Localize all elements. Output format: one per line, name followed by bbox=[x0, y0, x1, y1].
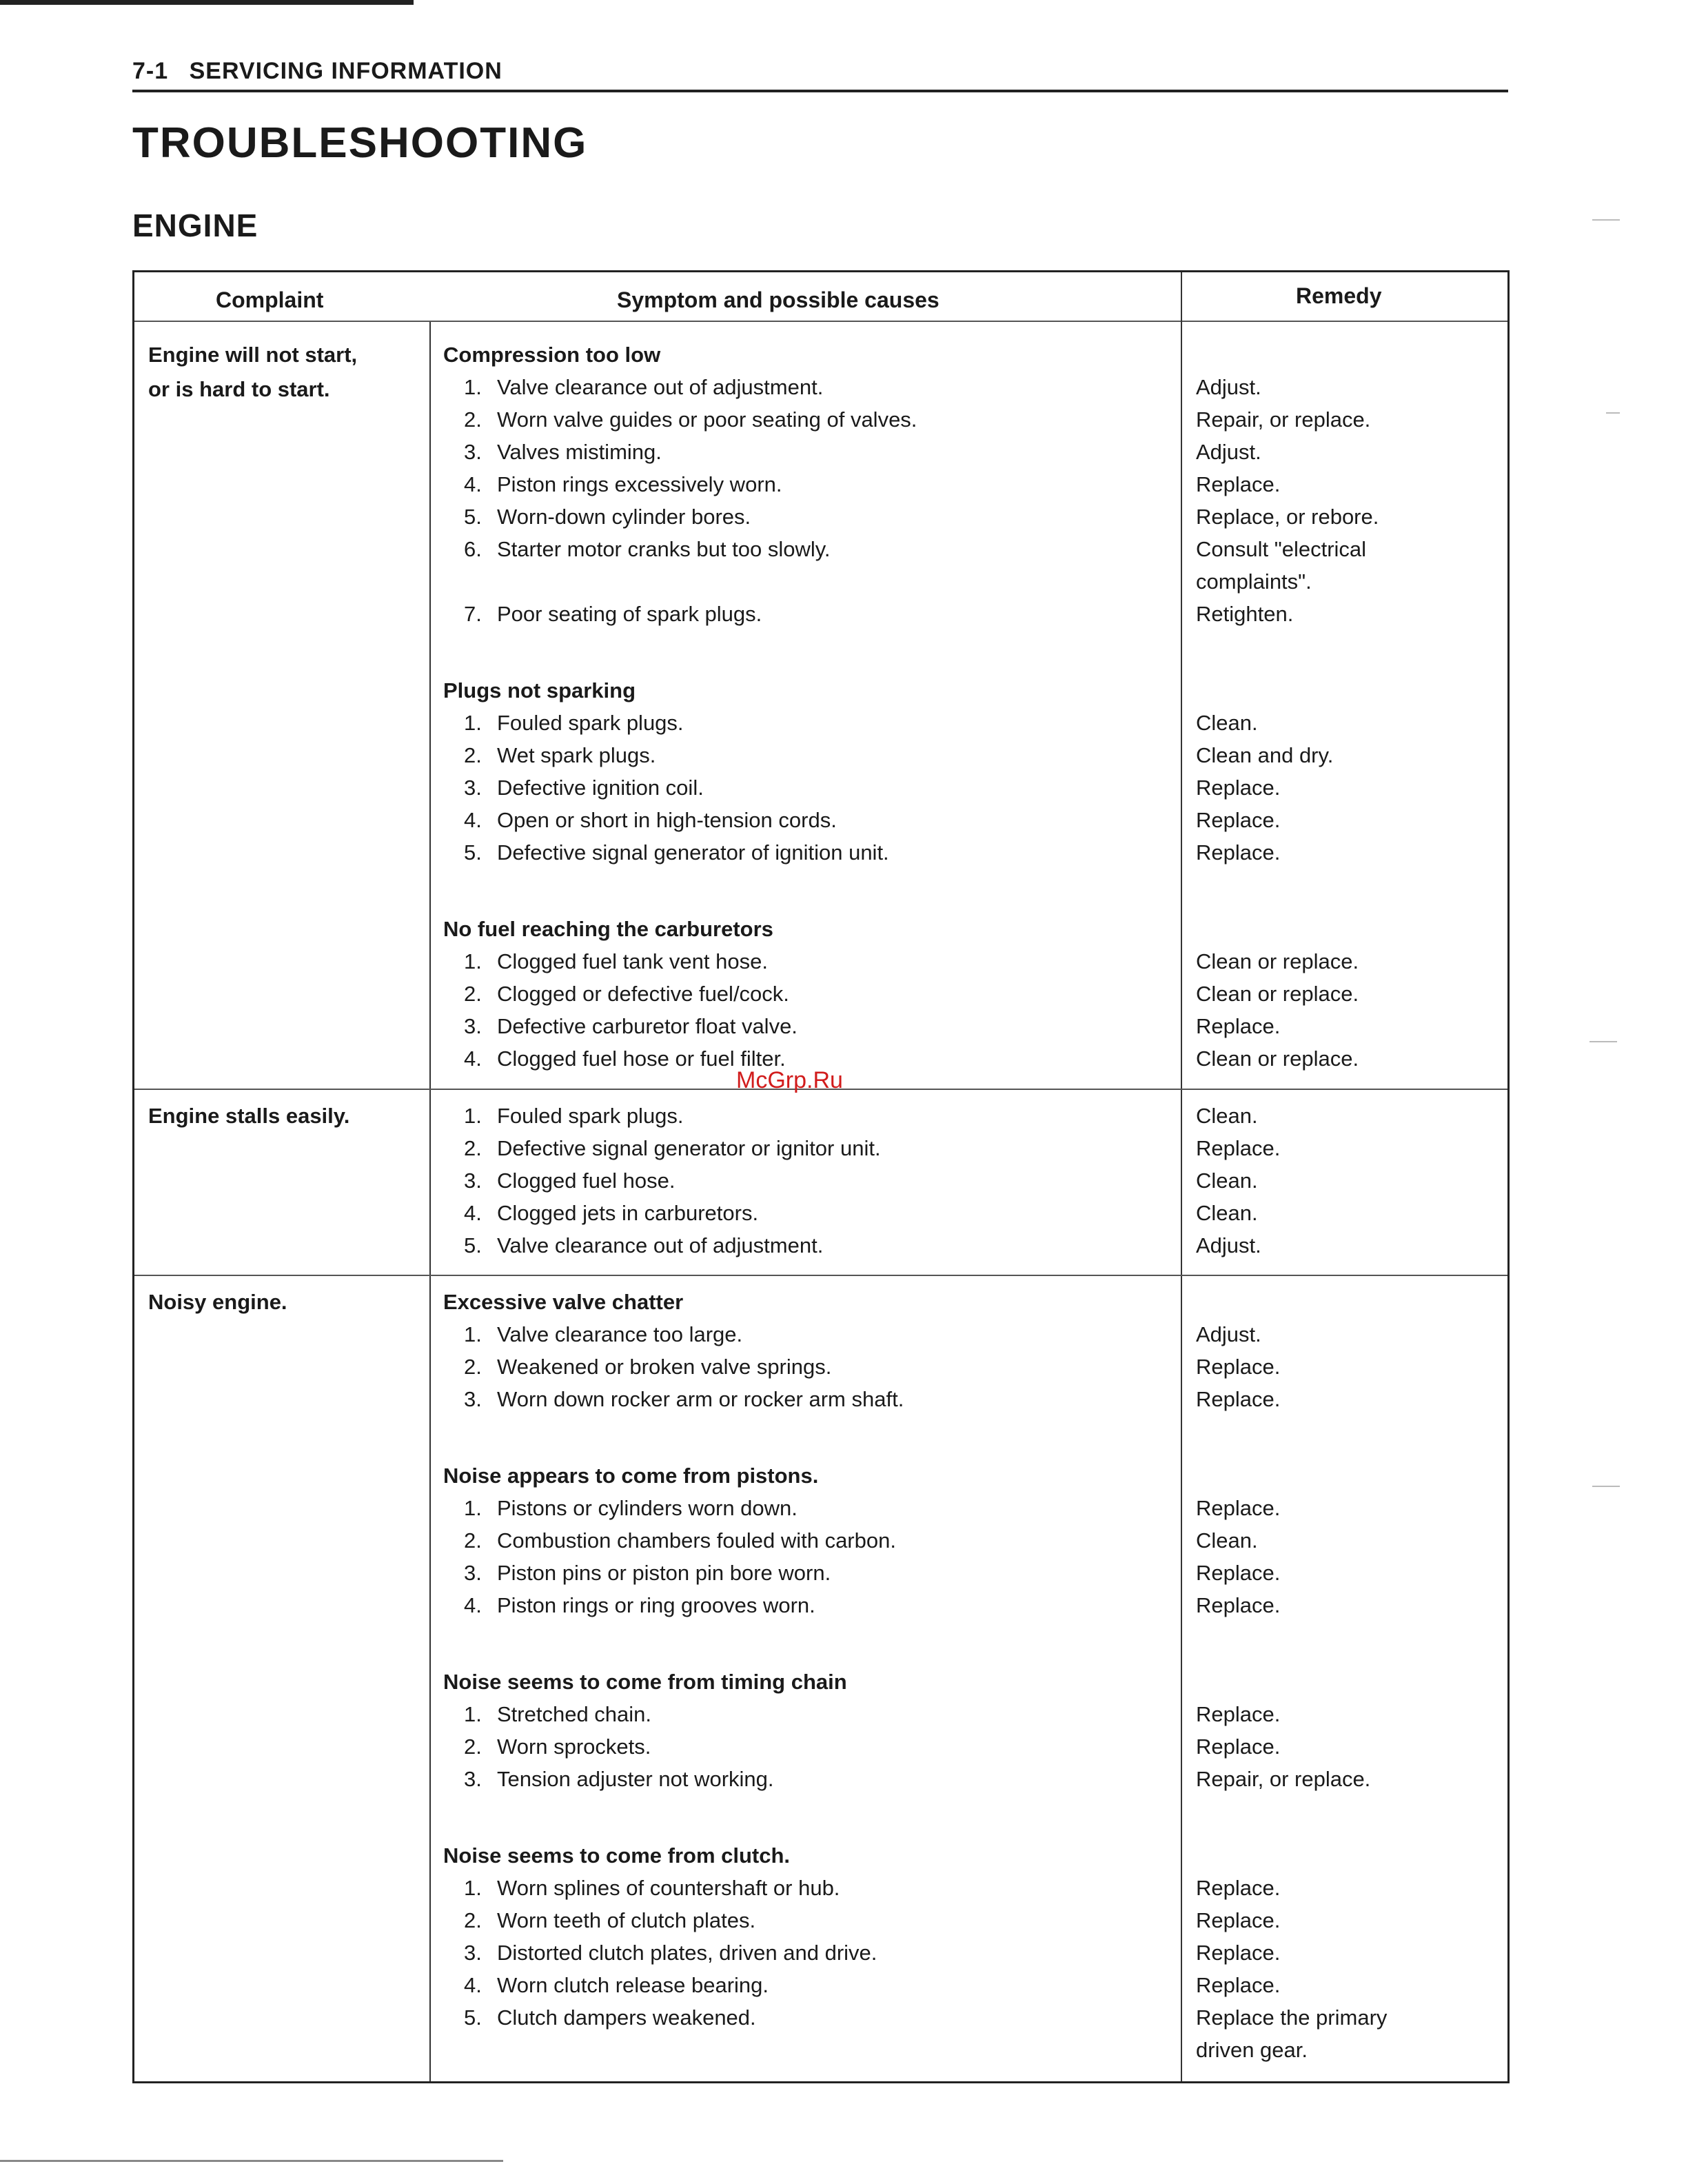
cause-number: 4. bbox=[464, 808, 482, 832]
cause-number: 1. bbox=[464, 1104, 482, 1128]
remedy-text: Replace. bbox=[1196, 1941, 1281, 1965]
cause-text: Worn teeth of clutch plates. bbox=[497, 1908, 756, 1932]
cause-number: 3. bbox=[464, 440, 482, 464]
cause-text: Valves mistiming. bbox=[497, 440, 662, 464]
cause-group-title: Noise seems to come from clutch. bbox=[443, 1843, 791, 1868]
remedy-text: Replace, or rebore. bbox=[1196, 505, 1379, 529]
complaint-text: Engine stalls easily. bbox=[148, 1104, 350, 1128]
complaint-column-divider bbox=[429, 1089, 431, 1275]
cause-item bbox=[464, 951, 768, 972]
remedy-text: Clean or replace. bbox=[1196, 949, 1359, 973]
cause-number: 3. bbox=[464, 1561, 482, 1585]
section-name: SERVICING INFORMATION bbox=[189, 58, 502, 84]
cause-text: Fouled spark plugs. bbox=[497, 711, 684, 735]
cause-text: Clogged jets in carburetors. bbox=[497, 1201, 759, 1225]
bottom-rule bbox=[0, 2160, 503, 2162]
cause-item bbox=[464, 506, 751, 527]
cause-number: 1. bbox=[464, 1496, 482, 1520]
cause-number: 4. bbox=[464, 1973, 482, 1997]
column-header-symptom: Symptom and possible causes bbox=[617, 287, 940, 312]
cause-number: 3. bbox=[464, 1767, 482, 1791]
cause-item bbox=[464, 1497, 798, 1519]
cause-item bbox=[464, 1105, 684, 1126]
cause-text: Fouled spark plugs. bbox=[497, 1104, 684, 1128]
page-number: 7-1 bbox=[132, 58, 169, 84]
remedy-text: driven gear. bbox=[1196, 2038, 1308, 2062]
remedy-text: Repair, or replace. bbox=[1196, 407, 1371, 432]
cause-text: Defective carburetor float valve. bbox=[497, 1014, 798, 1038]
cause-number: 5. bbox=[464, 2005, 482, 2030]
cause-text: Pistons or cylinders worn down. bbox=[497, 1496, 798, 1520]
cause-group-title: Excessive valve chatter bbox=[443, 1290, 684, 1314]
cause-item bbox=[464, 745, 656, 766]
cause-number: 3. bbox=[464, 1387, 482, 1411]
margin-mark bbox=[1592, 219, 1620, 221]
cause-item bbox=[464, 1138, 881, 1159]
cause-number: 4. bbox=[464, 472, 482, 496]
remedy-text: Replace. bbox=[1196, 1876, 1281, 1900]
troubleshooting-table bbox=[132, 270, 1510, 2083]
cause-item bbox=[464, 1048, 786, 1069]
cause-item bbox=[464, 842, 889, 863]
cause-text: Clogged fuel tank vent hose. bbox=[497, 949, 768, 973]
cause-text: Tension adjuster not working. bbox=[497, 1767, 774, 1791]
remedy-text: Clean. bbox=[1196, 1201, 1258, 1225]
cause-number: 2. bbox=[464, 1136, 482, 1160]
remedy-text: Adjust. bbox=[1196, 1322, 1261, 1346]
cause-text: Defective signal generator of ignition unit. bbox=[497, 840, 889, 865]
cause-text: Worn sprockets. bbox=[497, 1735, 651, 1759]
cause-number: 4. bbox=[464, 1593, 482, 1617]
cause-text: Piston pins or piston pin bore worn. bbox=[497, 1561, 831, 1585]
complaint-text: or is hard to start. bbox=[148, 377, 330, 401]
cause-text: Defective ignition coil. bbox=[497, 776, 704, 800]
remedy-text: Clean. bbox=[1196, 1104, 1258, 1128]
remedy-text: Replace. bbox=[1196, 840, 1281, 865]
column-header-complaint: Complaint bbox=[216, 287, 324, 312]
complaint-column-divider bbox=[429, 1275, 431, 2081]
cause-item bbox=[464, 538, 831, 560]
corner-rule bbox=[0, 0, 414, 5]
cause-number: 5. bbox=[464, 1233, 482, 1257]
cause-item bbox=[464, 777, 704, 798]
cause-number: 1. bbox=[464, 711, 482, 735]
cause-item bbox=[464, 2007, 756, 2028]
cause-text: Valve clearance too large. bbox=[497, 1322, 743, 1346]
remedy-text: Replace. bbox=[1196, 1702, 1281, 1726]
header-row-divider bbox=[134, 321, 1507, 322]
remedy-text: Repair, or replace. bbox=[1196, 1767, 1371, 1791]
cause-text: Piston rings or ring grooves worn. bbox=[497, 1593, 815, 1617]
cause-item bbox=[464, 1235, 823, 1256]
cause-item bbox=[464, 1877, 840, 1899]
remedy-text: Retighten. bbox=[1196, 602, 1294, 626]
cause-number: 2. bbox=[464, 1355, 482, 1379]
watermark: McGrp.Ru bbox=[736, 1067, 843, 1093]
remedy-text: Clean. bbox=[1196, 1528, 1258, 1553]
cause-number: 7. bbox=[464, 602, 482, 626]
cause-item bbox=[464, 1562, 831, 1584]
cause-text: Starter motor cranks but too slowly. bbox=[497, 537, 831, 561]
remedy-text: Replace. bbox=[1196, 1387, 1281, 1411]
remedy-text: Replace. bbox=[1196, 808, 1281, 832]
remedy-text: Clean and dry. bbox=[1196, 743, 1334, 767]
cause-number: 5. bbox=[464, 505, 482, 529]
cause-item bbox=[464, 1703, 651, 1725]
remedy-text: Clean. bbox=[1196, 1169, 1258, 1193]
remedy-text: Replace. bbox=[1196, 1735, 1281, 1759]
cause-item bbox=[464, 1595, 815, 1616]
remedy-text: Replace. bbox=[1196, 1014, 1281, 1038]
complaint-column-divider bbox=[429, 322, 431, 1089]
remedy-text: Adjust. bbox=[1196, 440, 1261, 464]
cause-item bbox=[464, 409, 917, 430]
cause-item bbox=[464, 603, 762, 625]
cause-group-title: Noise appears to come from pistons. bbox=[443, 1464, 819, 1488]
cause-group-title: Plugs not sparking bbox=[443, 678, 636, 702]
remedy-text: Replace. bbox=[1196, 1593, 1281, 1617]
remedy-text: Replace. bbox=[1196, 1973, 1281, 1997]
cause-number: 1. bbox=[464, 1876, 482, 1900]
cause-number: 1. bbox=[464, 375, 482, 399]
cause-text: Stretched chain. bbox=[497, 1702, 652, 1726]
cause-text: Valve clearance out of adjustment. bbox=[497, 1233, 824, 1257]
remedy-text: Replace the primary bbox=[1196, 2005, 1388, 2030]
complaint-text: Noisy engine. bbox=[148, 1290, 287, 1314]
cause-text: Distorted clutch plates, driven and drive. bbox=[497, 1941, 877, 1965]
remedy-text: Consult "electrical bbox=[1196, 537, 1367, 561]
remedy-text: Clean or replace. bbox=[1196, 1046, 1359, 1071]
remedy-text: Replace. bbox=[1196, 1496, 1281, 1520]
remedy-text: complaints". bbox=[1196, 569, 1312, 594]
cause-text: Clogged fuel hose or fuel filter. bbox=[497, 1046, 786, 1071]
cause-item bbox=[464, 1974, 769, 1996]
cause-text: Combustion chambers fouled with carbon. bbox=[497, 1528, 896, 1553]
cause-text: Worn splines of countershaft or hub. bbox=[497, 1876, 840, 1900]
margin-mark bbox=[1589, 1041, 1617, 1042]
cause-item bbox=[464, 376, 823, 398]
remedy-text: Replace. bbox=[1196, 472, 1281, 496]
remedy-text: Clean. bbox=[1196, 711, 1258, 735]
cause-item bbox=[464, 1015, 798, 1037]
cause-item bbox=[464, 474, 782, 495]
cause-item bbox=[464, 809, 837, 831]
cause-item bbox=[464, 441, 662, 463]
cause-number: 2. bbox=[464, 1735, 482, 1759]
cause-number: 3. bbox=[464, 776, 482, 800]
cause-number: 1. bbox=[464, 1322, 482, 1346]
margin-mark bbox=[1606, 412, 1620, 414]
cause-item bbox=[464, 1170, 676, 1191]
cause-item bbox=[464, 1942, 877, 1963]
cause-item bbox=[464, 1356, 831, 1377]
cause-number: 1. bbox=[464, 1702, 482, 1726]
complaint-text: Engine will not start, bbox=[148, 343, 358, 367]
cause-group-title: No fuel reaching the carburetors bbox=[443, 917, 773, 941]
page-title: TROUBLESHOOTING bbox=[132, 119, 588, 167]
remedy-column-divider bbox=[1181, 272, 1182, 2081]
row-divider bbox=[134, 1275, 1507, 1276]
cause-text: Poor seating of spark plugs. bbox=[497, 602, 762, 626]
header-divider bbox=[132, 90, 1508, 92]
cause-item bbox=[464, 1910, 755, 1931]
cause-text: Wet spark plugs. bbox=[497, 743, 656, 767]
section-subtitle: ENGINE bbox=[132, 208, 258, 243]
cause-number: 2. bbox=[464, 407, 482, 432]
cause-item bbox=[464, 983, 789, 1004]
cause-item bbox=[464, 712, 684, 734]
cause-item bbox=[464, 1202, 758, 1224]
cause-number: 2. bbox=[464, 982, 482, 1006]
cause-text: Worn-down cylinder bores. bbox=[497, 505, 751, 529]
cause-text: Open or short in high-tension cords. bbox=[497, 808, 837, 832]
cause-number: 4. bbox=[464, 1046, 482, 1071]
cause-number: 3. bbox=[464, 1941, 482, 1965]
cause-text: Clogged fuel hose. bbox=[497, 1169, 676, 1193]
cause-text: Worn clutch release bearing. bbox=[497, 1973, 769, 1997]
remedy-text: Replace. bbox=[1196, 1908, 1281, 1932]
cause-item bbox=[464, 1768, 774, 1790]
cause-number: 1. bbox=[464, 949, 482, 973]
cause-group-title: Noise seems to come from timing chain bbox=[443, 1670, 847, 1694]
cause-number: 5. bbox=[464, 840, 482, 865]
remedy-text: Replace. bbox=[1196, 1355, 1281, 1379]
cause-text: Clogged or defective fuel/cock. bbox=[497, 982, 789, 1006]
remedy-text: Replace. bbox=[1196, 1561, 1281, 1585]
page-header bbox=[132, 58, 502, 85]
cause-number: 6. bbox=[464, 537, 482, 561]
cause-text: Worn valve guides or poor seating of valves. bbox=[497, 407, 917, 432]
cause-number: 3. bbox=[464, 1014, 482, 1038]
cause-text: Valve clearance out of adjustment. bbox=[497, 375, 824, 399]
cause-text: Piston rings excessively worn. bbox=[497, 472, 782, 496]
cause-number: 4. bbox=[464, 1201, 482, 1225]
cause-number: 2. bbox=[464, 1528, 482, 1553]
cause-number: 2. bbox=[464, 1908, 482, 1932]
cause-item bbox=[464, 1388, 904, 1410]
remedy-text: Adjust. bbox=[1196, 1233, 1261, 1257]
cause-item bbox=[464, 1530, 896, 1551]
cause-item bbox=[464, 1736, 651, 1757]
margin-mark bbox=[1592, 1486, 1620, 1487]
remedy-text: Replace. bbox=[1196, 776, 1281, 800]
cause-text: Weakened or broken valve springs. bbox=[497, 1355, 832, 1379]
remedy-text: Replace. bbox=[1196, 1136, 1281, 1160]
column-header-remedy: Remedy bbox=[1296, 283, 1382, 308]
cause-text: Worn down rocker arm or rocker arm shaft. bbox=[497, 1387, 904, 1411]
cause-item bbox=[464, 1324, 742, 1345]
cause-group-title: Compression too low bbox=[443, 343, 661, 367]
remedy-text: Adjust. bbox=[1196, 375, 1261, 399]
remedy-text: Clean or replace. bbox=[1196, 982, 1359, 1006]
cause-number: 3. bbox=[464, 1169, 482, 1193]
cause-text: Defective signal generator or ignitor unit. bbox=[497, 1136, 881, 1160]
cause-number: 2. bbox=[464, 743, 482, 767]
cause-text: Clutch dampers weakened. bbox=[497, 2005, 756, 2030]
